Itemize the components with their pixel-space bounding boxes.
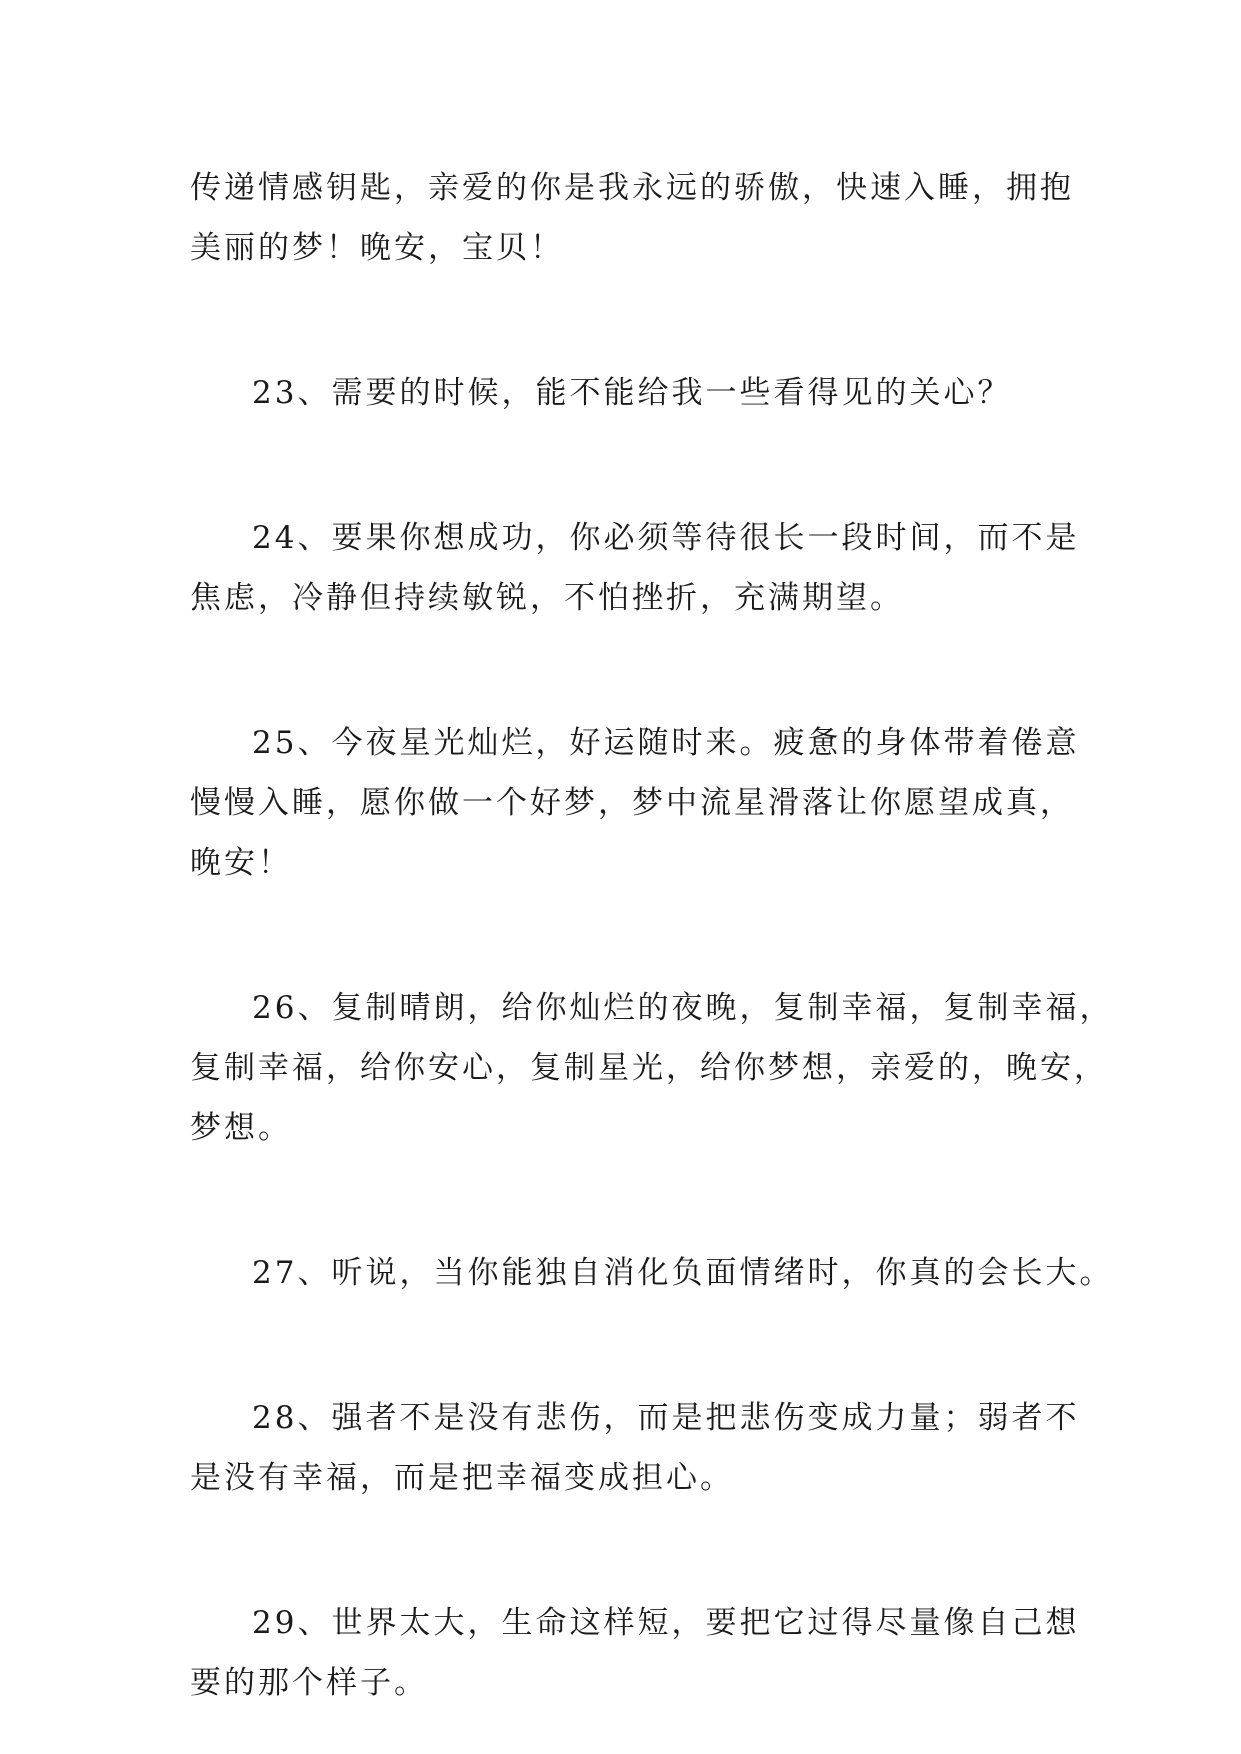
paragraph-24 [190, 508, 1080, 628]
text-line: 慢慢入睡，愿你做一个好梦，梦中流星滑落让你愿望成真， [190, 785, 1074, 821]
text-line: 要的那个样子。 [190, 1665, 428, 1701]
text-line: 25、今夜星光灿烂，好运随时来。疲惫的身体带着倦意 [252, 725, 1080, 761]
text-line: 29、世界太大，生命这样短，要把它过得尽量像自己想 [252, 1605, 1080, 1641]
text-line: 梦想。 [190, 1110, 292, 1146]
text-line: 23、需要的时候，能不能给我一些看得见的关心？ [252, 375, 1012, 411]
text-line: 复制幸福，给你安心，复制星光，给你梦想，亲爱的，晚安， [190, 1050, 1108, 1086]
text-line: 24、要果你想成功，你必须等待很长一段时间，而不是 [252, 520, 1080, 556]
text-line: 28、强者不是没有悲伤，而是把悲伤变成力量；弱者不 [252, 1400, 1080, 1436]
document-body [190, 158, 1114, 1713]
text-line: 是没有幸福，而是把幸福变成担心。 [190, 1460, 734, 1496]
text-line: 26、复制晴朗，给你灿烂的夜晚，复制幸福，复制幸福， [252, 990, 1114, 1026]
paragraph-26 [190, 978, 1114, 1158]
text-line: 传递情感钥匙，亲爱的你是我永远的骄傲，快速入睡，拥抱 [190, 170, 1074, 206]
paragraph-continuation [190, 158, 1074, 278]
text-line: 焦虑，冷静但持续敏锐，不怕挫折，充满期望。 [190, 580, 904, 616]
paragraph-28 [190, 1388, 1080, 1508]
paragraph-27 [190, 1243, 1114, 1303]
paragraph-25 [190, 713, 1080, 893]
text-line: 晚安！ [190, 845, 292, 881]
text-line: 27、听说，当你能独自消化负面情绪时，你真的会长大。 [252, 1255, 1114, 1291]
text-line: 美丽的梦！晚安，宝贝！ [190, 230, 564, 266]
paragraph-29 [190, 1593, 1080, 1713]
paragraph-23 [190, 363, 1060, 423]
